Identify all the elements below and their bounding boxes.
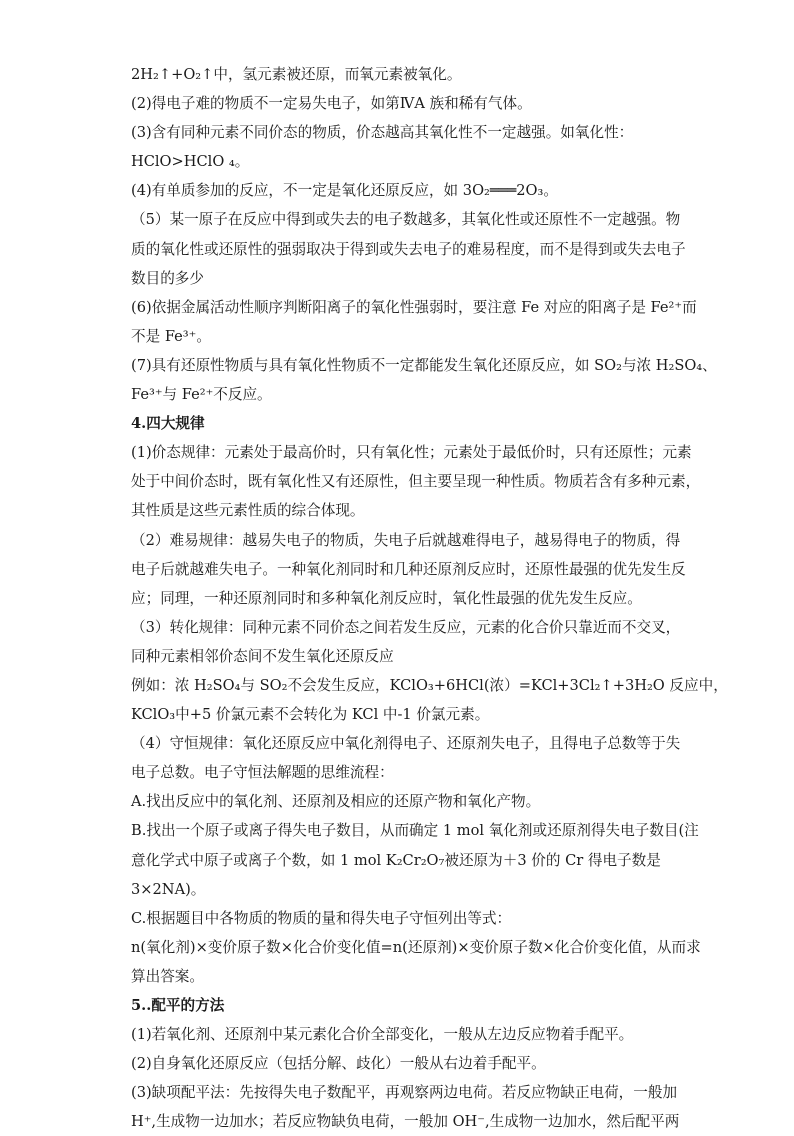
text-line: HClO>HClO ₄。 [131, 153, 250, 171]
text-line: (6)依据金属活动性顺序判断阳离子的氧化性强弱时，要注意 Fe 对应的阳离子是 Fe²⁺而 [131, 298, 697, 316]
text-line: 数目的多少 [131, 269, 204, 287]
text-line: H⁺,生成物一边加水；若反应物缺负电荷，一般加 OH⁻,生成物一边加水，然后配平两 [131, 1113, 680, 1131]
text-line: 3×2NA)。 [131, 880, 206, 898]
text-line: A.找出反应中的氧化剂、还原剂及相应的还原产物和氧化产物。 [131, 793, 541, 811]
text-line: （5）某一原子在反应中得到或失去的电子数越多，其氧化性或还原性不一定越强。物 [131, 211, 681, 229]
text-line: 算出答案。 [131, 967, 204, 985]
text-line: （4）守恒规律：氧化还原反应中氧化剂得电子、还原剂失电子，且得电子总数等于失 [131, 735, 681, 753]
text-line: （3）转化规律：同种元素不同价态之间若发生反应，元素的化合价只靠近而不交叉， [131, 618, 681, 636]
text-line: KClO₃中+5 价氯元素不会转化为 KCl 中-1 价氯元素。 [131, 706, 490, 724]
text-line: 例如：浓 H₂SO₄与 SO₂不会发生反应，KClO₃+6HCl(浓）=KCl+3Cl₂↑+3H₂O 反应中， [131, 676, 728, 694]
text-line: B.找出一个原子或离子得失电子数目，从而确定 1 mol 氧化剂或还原剂得失电子数目(注 [131, 822, 699, 840]
text-line: Fe³⁺与 Fe²⁺不反应。 [131, 386, 272, 404]
text-line: 意化学式中原子或离子个数，如 1 mol K₂Cr₂O₇被还原为＋3 价的 Cr 得电子数是 [131, 851, 661, 869]
section-heading: 4.四大规律 [131, 415, 205, 433]
text-line: (7)具有还原性物质与具有氧化性物质不一定都能发生氧化还原反应，如 SO₂与浓 H₂SO₄、 [131, 356, 717, 374]
text-line: C.根据题目中各物质的物质的量和得失电子守恒列出等式： [131, 909, 512, 927]
text-line: 电子总数。电子守恒法解题的思维流程： [131, 764, 394, 782]
text-line: (3)含有同种元素不同价态的物质，价态越高其氧化性不一定越强。如氧化性： [131, 124, 634, 142]
text-line: (2)自身氧化还原反应（包括分解、歧化）一般从右边着手配平。 [131, 1055, 546, 1073]
text-line: (3)缺项配平法：先按得失电子数配平，再观察两边电荷。若反应物缺正电荷，一般加 [131, 1084, 678, 1102]
document-body [131, 60, 728, 1136]
text-line: 质的氧化性或还原性的强弱取决于得到或失去电子的难易程度，而不是得到或失去电子 [131, 240, 686, 258]
text-line: (4)有单质参加的反应，不一定是氧化还原反应，如 3O₂═══2O₃。 [131, 182, 558, 200]
text-line: (1)价态规律：元素处于最高价时，只有氧化性；元素处于最低价时，只有还原性；元素 [131, 444, 692, 462]
text-line: 不是 Fe³⁺。 [131, 327, 211, 345]
text-line: （2）难易规律：越易失电子的物质，失电子后就越难得电子，越易得电子的物质，得 [131, 531, 681, 549]
text-line: 处于中间价态时，既有氧化性又有还原性，但主要呈现一种性质。物质若含有多种元素， [131, 473, 701, 491]
text-line: n(氧化剂)×变价原子数×化合价变化值=n(还原剂)×变价原子数×化合价变化值，从而求 [131, 938, 701, 956]
text-line: 其性质是这些元素性质的综合体现。 [131, 502, 365, 520]
text-line: 同种元素相邻价态间不发生氧化还原反应 [131, 647, 394, 665]
text-line: (1)若氧化剂、还原剂中某元素化合价全部变化，一般从左边反应物着手配平。 [131, 1026, 634, 1044]
text-line: 电子后就越难失电子。一种氧化剂同时和几种还原剂反应时，还原性最强的优先发生反 [131, 560, 686, 578]
section-heading: 5..配平的方法 [131, 997, 225, 1014]
text-line: (2)得电子难的物质不一定易失电子，如第ⅣA 族和稀有气体。 [131, 95, 532, 113]
text-line: 应；同理，一种还原剂同时和多种氧化剂反应时，氧化性最强的优先发生反应。 [131, 589, 642, 607]
text-line: 2H₂↑+O₂↑中，氢元素被还原，而氧元素被氧化。 [131, 66, 462, 83]
